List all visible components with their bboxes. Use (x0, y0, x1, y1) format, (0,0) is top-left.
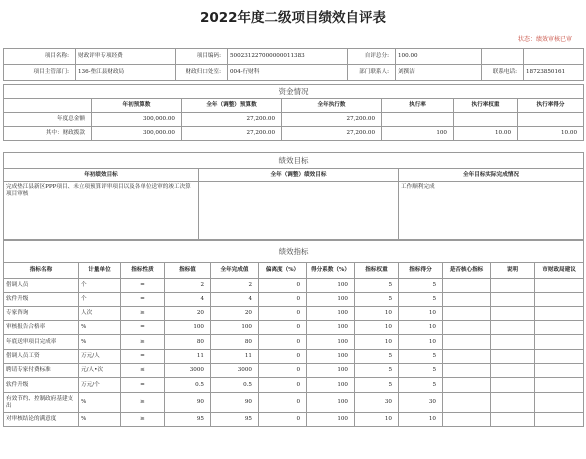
indicator-nature-cell: ≤ (121, 364, 165, 378)
finance-office-value: 004-行财科 (228, 65, 348, 81)
indicator-nature-cell: = (121, 378, 165, 393)
indicator-name-cell: 借调人员 (4, 279, 79, 293)
indicator-weight-cell: 10 (355, 335, 399, 350)
table-row (4, 364, 584, 378)
indicator-target-cell: 100 (165, 321, 211, 335)
indicator-empty-cell (443, 350, 491, 364)
header-adjusted-goal: 全年（调整）绩效目标 (199, 169, 399, 182)
indicator-empty-cell (491, 413, 535, 427)
table-row (4, 378, 584, 393)
indicator-actual-cell: 2 (211, 279, 259, 293)
indicator-score-cell: 5 (399, 279, 443, 293)
indicator-empty-cell (535, 293, 584, 307)
goals-table (3, 152, 584, 240)
indicator-target-cell: 0.5 (165, 378, 211, 393)
indicator-weight-cell: 5 (355, 378, 399, 393)
indicator-actual-cell: 100 (211, 321, 259, 335)
header-note: 说明 (491, 263, 535, 279)
indicator-coef-cell: 100 (307, 350, 355, 364)
indicator-target-cell: 2 (165, 279, 211, 293)
indicator-coef-cell: 100 (307, 279, 355, 293)
indicator-deviation-cell: 0 (259, 321, 307, 335)
project-code-value: 500231227000000011383 (228, 49, 348, 65)
indicator-target-cell: 95 (165, 413, 211, 427)
self-score-label: 自评总分: (348, 49, 396, 65)
indicator-actual-cell: 3000 (211, 364, 259, 378)
indicator-empty-cell (491, 335, 535, 350)
dept-label: 项目主管部门: (4, 65, 76, 81)
indicator-coef-cell: 100 (307, 321, 355, 335)
indicator-weight-cell: 5 (355, 364, 399, 378)
indicator-empty-cell (535, 321, 584, 335)
indicator-weight-cell: 5 (355, 279, 399, 293)
header-unit: 计量单位 (79, 263, 121, 279)
indicator-empty-cell (443, 279, 491, 293)
header-indicator-name: 指标名称 (4, 263, 79, 279)
self-score-value: 100.00 (396, 49, 482, 65)
indicator-actual-cell: 20 (211, 307, 259, 321)
indicator-target-cell: 90 (165, 393, 211, 413)
table-row (4, 393, 584, 413)
indicator-deviation-cell: 0 (259, 335, 307, 350)
indicator-empty-cell (443, 378, 491, 393)
indicator-nature-cell: = (121, 350, 165, 364)
initial-goal-text: 完成垫江县新区PPP项目、未立项预算评审项目以及各单位送审的竣工决算项目审核 (4, 182, 199, 240)
indicator-unit-cell: % (79, 321, 121, 335)
indicators-body (4, 279, 584, 427)
indicator-nature-cell: = (121, 279, 165, 293)
funds-row: 其中：财政拨款 300,000.00 27,200.00 27,200.00 100 10.00 10.00 (4, 127, 584, 141)
table-row (4, 350, 584, 364)
finance-office-label: 财政归口处室: (176, 65, 228, 81)
indicator-deviation-cell: 0 (259, 279, 307, 293)
table-row (4, 335, 584, 350)
header-executed: 全年执行数 (282, 99, 382, 113)
indicator-empty-cell (443, 307, 491, 321)
contact-label: 部门联系人: (348, 65, 396, 81)
indicator-weight-cell: 10 (355, 307, 399, 321)
indicator-weight-cell: 30 (355, 393, 399, 413)
indicator-empty-cell (535, 350, 584, 364)
indicator-empty-cell (491, 364, 535, 378)
indicator-weight-cell: 5 (355, 293, 399, 307)
header-actual-goal: 全年目标实际完成情况 (399, 169, 584, 182)
dept-value: 136-垫江县财政局 (76, 65, 176, 81)
indicator-name-cell: 软件升级 (4, 378, 79, 393)
phone-label: 联系电话: (482, 65, 524, 81)
header-initial-budget: 年初预算数 (92, 99, 182, 113)
indicator-actual-cell: 95 (211, 413, 259, 427)
indicator-target-cell: 11 (165, 350, 211, 364)
indicator-score-cell: 5 (399, 350, 443, 364)
indicator-coef-cell: 100 (307, 364, 355, 378)
indicator-nature-cell: ≥ (121, 393, 165, 413)
indicator-empty-cell (491, 279, 535, 293)
header-weight: 指标权重 (355, 263, 399, 279)
indicator-coef-cell: 100 (307, 393, 355, 413)
indicator-target-cell: 80 (165, 335, 211, 350)
table-row (4, 279, 584, 293)
actual-goal-text: 工作顺利完成 (399, 182, 584, 240)
indicator-empty-cell (535, 378, 584, 393)
indicator-deviation-cell: 0 (259, 413, 307, 427)
funds-table (3, 84, 584, 141)
indicator-empty-cell (535, 393, 584, 413)
indicator-score-cell: 5 (399, 293, 443, 307)
indicator-actual-cell: 0.5 (211, 378, 259, 393)
header-coefficient: 得分系数（%） (307, 263, 355, 279)
indicator-score-cell: 10 (399, 413, 443, 427)
indicator-unit-cell: 个 (79, 293, 121, 307)
indicator-coef-cell: 100 (307, 335, 355, 350)
indicator-weight-cell: 5 (355, 350, 399, 364)
indicator-actual-cell: 4 (211, 293, 259, 307)
indicator-empty-cell (491, 321, 535, 335)
indicator-actual-cell: 11 (211, 350, 259, 364)
header-target-value: 指标值 (165, 263, 211, 279)
indicator-deviation-cell: 0 (259, 293, 307, 307)
header-adjusted-budget: 全年（调整）预算数 (182, 99, 282, 113)
indicators-section-title: 绩效指标 (4, 241, 584, 263)
project-name-label: 项目名称: (4, 49, 76, 65)
status-badge: 状态：绩效审核已审 (517, 36, 572, 43)
phone-value: 18723850161 (524, 65, 584, 81)
indicator-empty-cell (443, 335, 491, 350)
indicator-unit-cell: 人次 (79, 307, 121, 321)
indicator-empty-cell (535, 279, 584, 293)
indicator-coef-cell: 100 (307, 293, 355, 307)
header-core: 是否核心指标 (443, 263, 491, 279)
adjusted-goal-text (199, 182, 399, 240)
indicator-empty-cell (491, 378, 535, 393)
project-code-label: 项目编码: (176, 49, 228, 65)
indicator-empty-cell (443, 393, 491, 413)
page-title: 2022年度二级项目绩效自评表 (199, 10, 387, 26)
table-row (4, 307, 584, 321)
indicator-target-cell: 4 (165, 293, 211, 307)
table-row (4, 321, 584, 335)
funds-row: 年度总金额 300,000.00 27,200.00 27,200.00 (4, 113, 584, 127)
project-name-value: 财政评审专项经费 (76, 49, 176, 65)
header-deviation: 偏离度（%） (259, 263, 307, 279)
indicator-score-cell: 5 (399, 378, 443, 393)
header-initial-goal: 年初绩效目标 (4, 169, 199, 182)
indicator-name-cell: 借调人员工资 (4, 350, 79, 364)
indicator-empty-cell (443, 364, 491, 378)
indicator-empty-cell (443, 293, 491, 307)
header-score: 指标得分 (399, 263, 443, 279)
indicator-actual-cell: 80 (211, 335, 259, 350)
indicator-deviation-cell: 0 (259, 378, 307, 393)
indicator-deviation-cell: 0 (259, 350, 307, 364)
indicator-empty-cell (535, 335, 584, 350)
indicator-weight-cell: 10 (355, 413, 399, 427)
indicator-unit-cell: 个 (79, 279, 121, 293)
indicator-name-cell: 聘请专家付费标准 (4, 364, 79, 378)
indicator-empty-cell (535, 307, 584, 321)
indicator-target-cell: 20 (165, 307, 211, 321)
indicator-empty-cell (535, 413, 584, 427)
indicator-coef-cell: 100 (307, 413, 355, 427)
table-row (4, 413, 584, 427)
indicator-deviation-cell: 0 (259, 393, 307, 413)
header-nature: 指标性质 (121, 263, 165, 279)
indicator-empty-cell (491, 393, 535, 413)
indicator-empty-cell (491, 293, 535, 307)
indicator-name-cell: 审核报告合格率 (4, 321, 79, 335)
indicator-score-cell: 10 (399, 307, 443, 321)
indicator-nature-cell: ≥ (121, 413, 165, 427)
contact-value: 刘撰洁 (396, 65, 482, 81)
indicator-score-cell: 30 (399, 393, 443, 413)
indicator-name-cell: 有效节约、控制政府基建支出 (4, 393, 79, 413)
header-exec-rate: 执行率 (382, 99, 454, 113)
indicator-deviation-cell: 0 (259, 307, 307, 321)
indicator-name-cell: 对审核结论的满意度 (4, 413, 79, 427)
indicator-coef-cell: 100 (307, 378, 355, 393)
indicator-nature-cell: ≥ (121, 335, 165, 350)
indicator-empty-cell (491, 350, 535, 364)
indicator-deviation-cell: 0 (259, 364, 307, 378)
indicator-coef-cell: 100 (307, 307, 355, 321)
header-actual-value: 全年完成值 (211, 263, 259, 279)
indicator-empty-cell (535, 364, 584, 378)
indicator-name-cell: 年底送审项目完成率 (4, 335, 79, 350)
indicator-score-cell: 5 (399, 364, 443, 378)
table-row (4, 293, 584, 307)
header-rate-score: 执行率得分 (518, 99, 584, 113)
header-rate-weight: 执行率权重 (454, 99, 518, 113)
indicator-empty-cell (491, 307, 535, 321)
indicator-score-cell: 10 (399, 335, 443, 350)
header-suggestion: 市财政局建议 (535, 263, 584, 279)
indicator-nature-cell: ≥ (121, 307, 165, 321)
indicator-name-cell: 专家咨询 (4, 307, 79, 321)
indicator-nature-cell: = (121, 321, 165, 335)
indicator-weight-cell: 10 (355, 321, 399, 335)
indicators-table (3, 240, 584, 427)
indicator-unit-cell: 万元/个 (79, 378, 121, 393)
indicator-actual-cell: 90 (211, 393, 259, 413)
indicator-name-cell: 软件升级 (4, 293, 79, 307)
indicator-unit-cell: % (79, 335, 121, 350)
funds-section-title: 资金情况 (4, 85, 584, 99)
indicator-empty-cell (443, 321, 491, 335)
indicator-score-cell: 10 (399, 321, 443, 335)
indicator-unit-cell: % (79, 393, 121, 413)
goals-section-title: 绩效目标 (4, 153, 584, 169)
indicator-target-cell: 3000 (165, 364, 211, 378)
indicator-nature-cell: = (121, 293, 165, 307)
indicator-unit-cell: 元/人•次 (79, 364, 121, 378)
indicator-unit-cell: 万元/人 (79, 350, 121, 364)
indicator-empty-cell (443, 413, 491, 427)
indicator-unit-cell: % (79, 413, 121, 427)
project-info-table (3, 48, 584, 81)
